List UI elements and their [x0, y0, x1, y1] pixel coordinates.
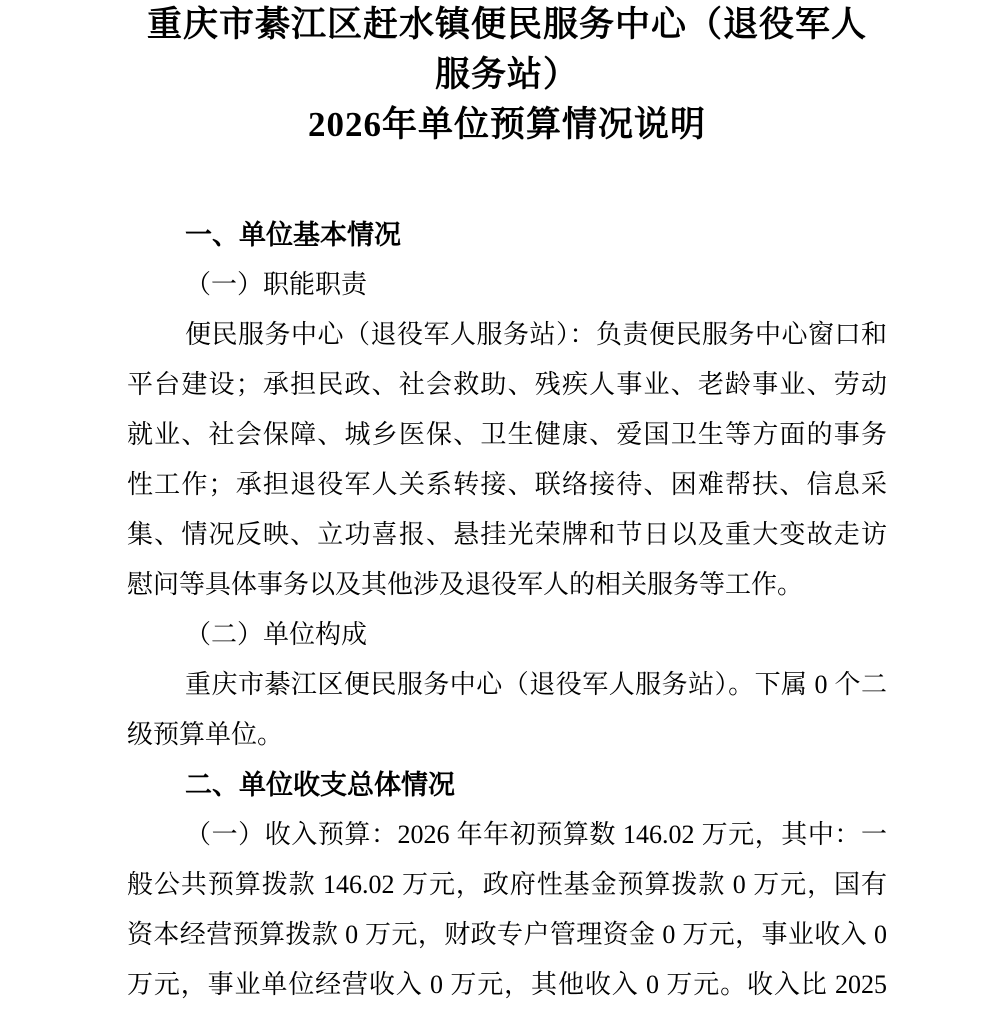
paragraph-line: 资本经营预算拨款 0 万元，财政专户管理资金 0 万元，事业收入 0	[127, 920, 887, 949]
paragraph-line: 集、情况反映、立功喜报、悬挂光荣牌和节日以及重大变故走访	[127, 520, 887, 549]
section1-sub1-paragraph	[127, 310, 887, 610]
paragraph-line: 就业、社会保障、城乡医保、卫生健康、爱国卫生等方面的事务	[127, 420, 887, 449]
paragraph-line: 便民服务中心（退役军人服务站）：负责便民服务中心窗口和	[185, 320, 887, 349]
paragraph-line: 般公共预算拨款 146.02 万元，政府性基金预算拨款 0 万元，国有	[127, 870, 887, 899]
paragraph-line: （一）收入预算：2026 年年初预算数 146.02 万元，其中：一	[185, 820, 887, 849]
content-column	[127, 0, 887, 1010]
paragraph-line: 万元，事业单位经营收入 0 万元，其他收入 0 万元。收入比 2025	[127, 970, 887, 999]
title-line-1: 重庆市綦江区赶水镇便民服务中心（退役军人	[146, 5, 867, 44]
title-gap	[127, 150, 887, 210]
section1-sub2-paragraph	[127, 660, 887, 760]
section1-sub2-heading: （二）单位构成	[185, 620, 368, 649]
paragraph-line: 平台建设；承担民政、社会救助、残疾人事业、老龄事业、劳动	[127, 370, 887, 399]
section2-paragraph	[127, 810, 887, 1010]
section1-sub1-heading: （一）职能职责	[185, 270, 368, 299]
paragraph-line: 重庆市綦江区便民服务中心（退役军人服务站）。下属 0 个二	[185, 670, 887, 699]
section2-heading: 二、单位收支总体情况	[185, 770, 455, 800]
section1-heading: 一、单位基本情况	[185, 220, 401, 250]
paragraph-line: 级预算单位。	[127, 720, 284, 749]
paragraph-line: 慰问等具体事务以及其他涉及退役军人的相关服务等工作。	[127, 570, 804, 599]
paragraph-line: 性工作；承担退役军人关系转接、联络接待、困难帮扶、信息采	[127, 470, 887, 499]
title-line-3: 2026年单位预算情况说明	[307, 105, 706, 144]
title-line-2: 服务站）	[434, 55, 579, 94]
document-title	[127, 0, 887, 150]
